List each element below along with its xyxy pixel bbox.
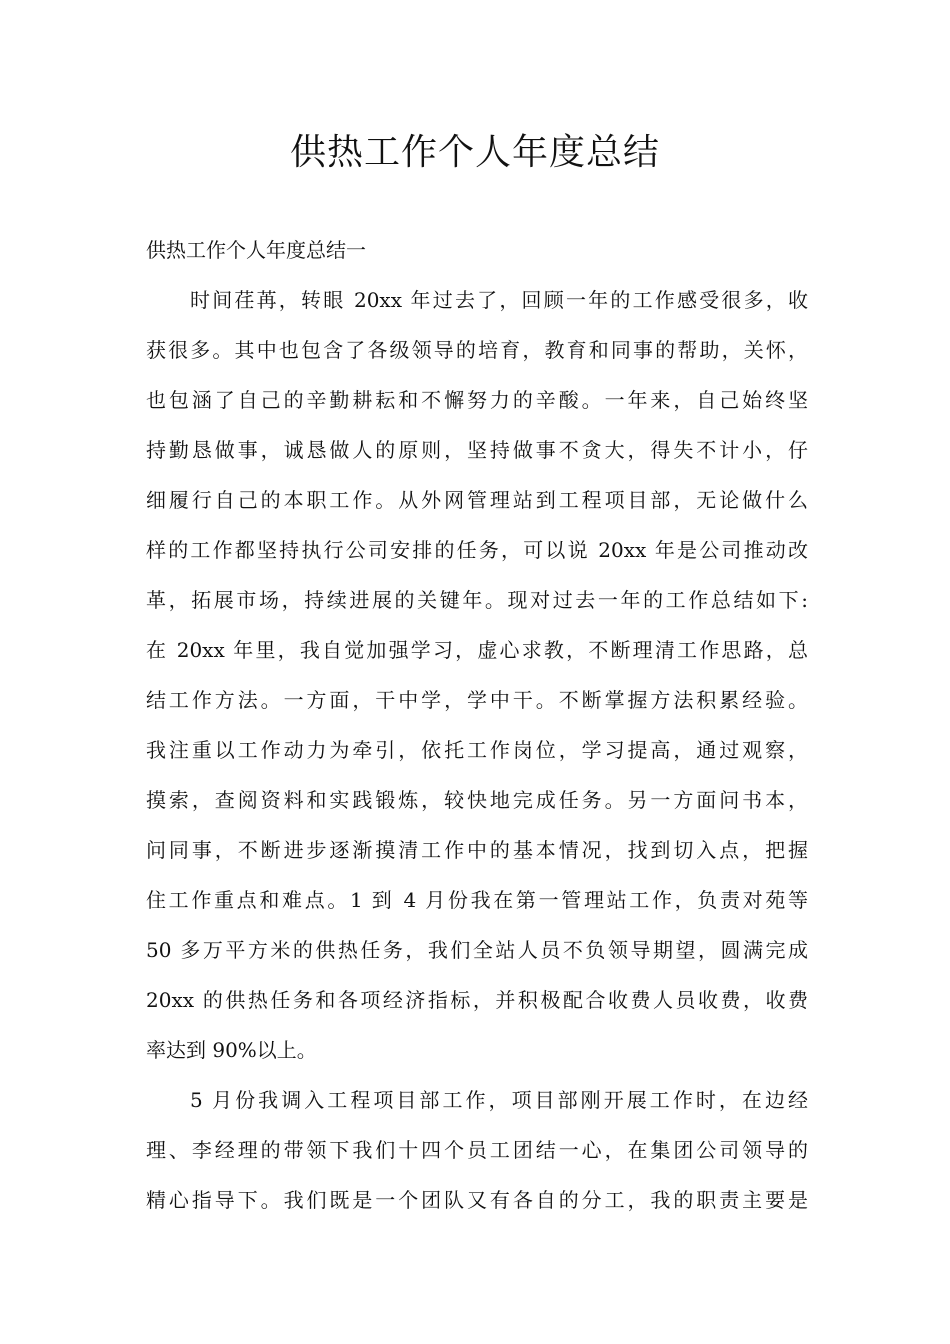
paragraph-line: 细履行自己的本职工作。从外网管理站到工程项目部，无论做什么 [146,488,808,512]
paragraph-line: 住工作重点和难点。1 到 4 月份我在第一管理站工作，负责对苑等 [146,888,808,912]
paragraph-line: 50 多万平方米的供热任务，我们全站人员不负领导期望，圆满完成 [146,938,808,962]
paragraph-line: 在 20xx 年里，我自觉加强学习，虚心求教，不断理清工作思路，总 [146,638,808,662]
paragraph-line: 我注重以工作动力为牵引，依托工作岗位，学习提高，通过观察， [146,738,808,762]
paragraph-line: 结工作方法。一方面，干中学，学中干。不断掌握方法积累经验。 [146,688,808,712]
paragraph-line: 样的工作都坚持执行公司安排的任务，可以说 20xx 年是公司推动改 [146,538,808,562]
paragraph-line: 获很多。其中也包含了各级领导的培育，教育和同事的帮助，关怀， [146,338,808,362]
body-paragraph-1 [146,275,808,1075]
document-title: 供热工作个人年度总结 [289,132,660,173]
paragraph-line: 20xx 的供热任务和各项经济指标，并积极配合收费人员收费，收费 [146,988,808,1012]
paragraph-line: 5 月份我调入工程项目部工作，项目部刚开展工作时，在边经 [190,1088,808,1112]
paragraph-line: 摸索，查阅资料和实践锻炼，较快地完成任务。另一方面问书本， [146,788,808,812]
paragraph-line: 革，拓展市场，持续进展的关键年。现对过去一年的工作总结如下: [146,588,808,612]
paragraph-line: 时间荏苒，转眼 20xx 年过去了，回顾一年的工作感受很多，收 [190,288,808,312]
paragraph-line: 问同事，不断进步逐渐摸清工作中的基本情况，找到切入点，把握 [146,838,808,862]
paragraph-line: 精心指导下。我们既是一个团队又有各自的分工，我的职责主要是 [146,1188,808,1212]
paragraph-line: 也包涵了自己的辛勤耕耘和不懈努力的辛酸。一年来，自己始终坚 [146,388,808,412]
section-heading: 供热工作个人年度总结一 [146,238,366,262]
body-paragraph-2 [146,1075,808,1225]
paragraph-line: 理、李经理的带领下我们十四个员工团结一心，在集团公司领导的 [146,1138,808,1162]
paragraph-line: 持勤恳做事，诚恳做人的原则，坚持做事不贪大，得失不计小，仔 [146,438,808,462]
paragraph-line: 率达到 90%以上。 [146,1038,317,1062]
